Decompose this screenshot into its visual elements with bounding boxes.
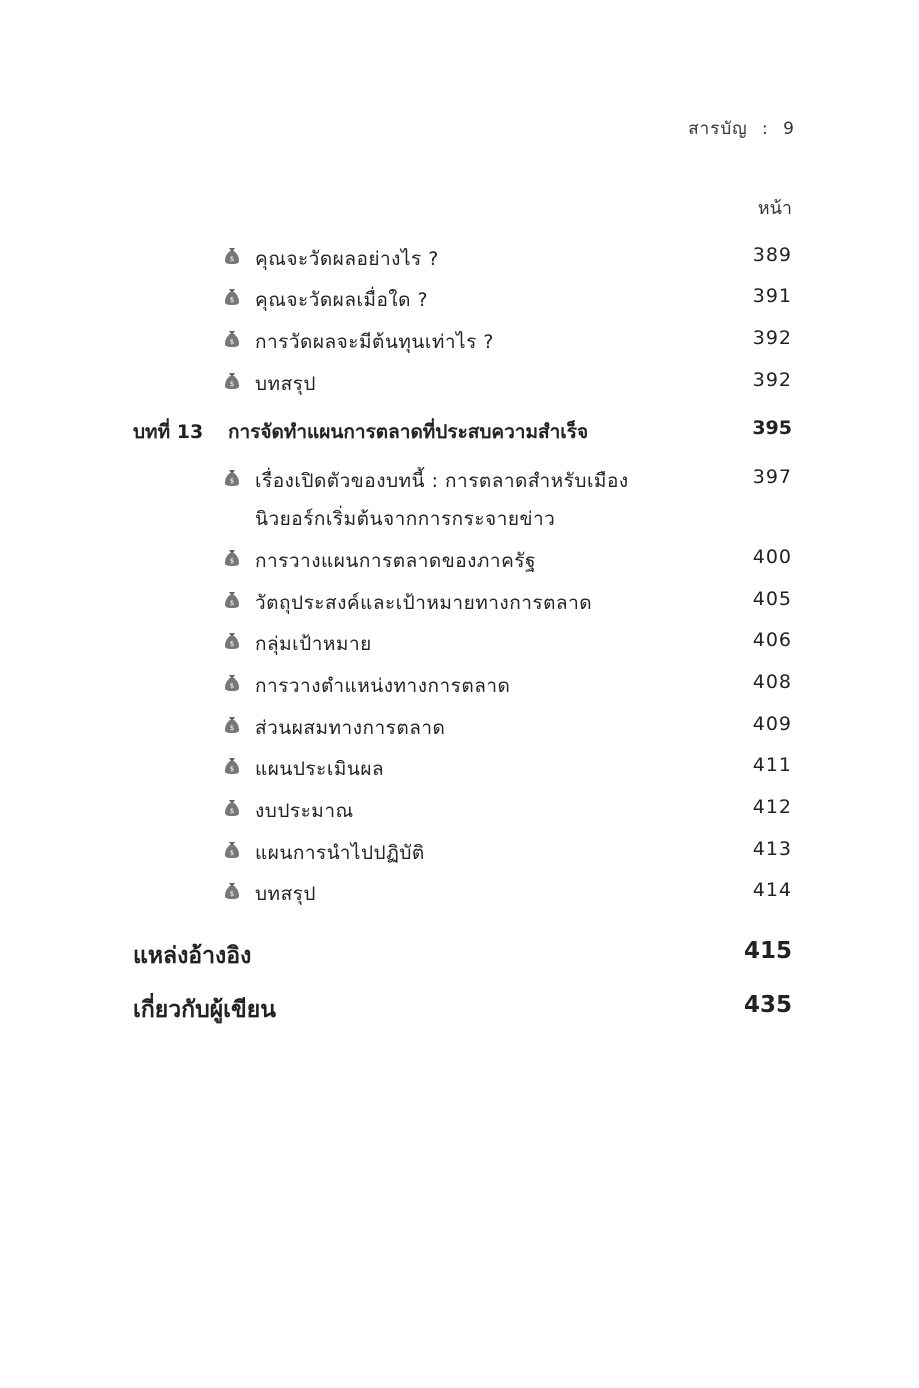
toc-entry[interactable] bbox=[0, 588, 919, 618]
money-bag-icon bbox=[224, 674, 240, 692]
entry-title: การวางแผนการตลาดของภาครัฐ bbox=[255, 550, 536, 572]
entry-title: คุณจะวัดผลอย่างไร ? bbox=[255, 248, 439, 270]
svg-text:$: $ bbox=[229, 765, 235, 773]
entry-page: 405 bbox=[752, 588, 792, 610]
entry-title: วัตถุประสงค์และเป้าหมายทางการตลาด bbox=[255, 592, 593, 614]
svg-text:$: $ bbox=[229, 380, 235, 388]
toc-entry[interactable] bbox=[0, 327, 919, 357]
toc-entry[interactable] bbox=[0, 546, 919, 576]
toc-entry[interactable] bbox=[0, 629, 919, 659]
svg-text:$: $ bbox=[229, 338, 235, 346]
svg-text:$: $ bbox=[229, 807, 235, 815]
svg-text:$: $ bbox=[229, 682, 235, 690]
entry-page: 389 bbox=[752, 244, 792, 266]
money-bag-icon bbox=[224, 632, 240, 650]
toc-entry[interactable] bbox=[0, 466, 919, 530]
toc-entry[interactable] bbox=[0, 713, 919, 743]
toc-entry[interactable] bbox=[0, 838, 919, 868]
entry-page: 412 bbox=[752, 796, 792, 818]
money-bag-icon bbox=[224, 591, 240, 609]
back-matter-title: แหล่งอ้างอิง bbox=[133, 943, 252, 969]
entry-page: 392 bbox=[752, 369, 792, 391]
chapter-label: บทที่ 13 bbox=[133, 421, 204, 443]
svg-text:$: $ bbox=[229, 296, 235, 304]
entry-title: การวัดผลจะมีต้นทุนเท่าไร ? bbox=[255, 331, 494, 353]
entry-page: 391 bbox=[752, 285, 792, 307]
entry-title: การวางตำแหน่งทางการตลาด bbox=[255, 675, 511, 697]
toc-entry[interactable] bbox=[0, 879, 919, 909]
money-bag-icon bbox=[224, 799, 240, 817]
entry-page: 408 bbox=[752, 671, 792, 693]
money-bag-icon bbox=[224, 882, 240, 900]
back-matter-entry[interactable] bbox=[0, 992, 919, 1022]
money-bag-icon bbox=[224, 549, 240, 567]
entry-title-line2: นิวยอร์กเริ่มต้นจากการกระจายข่าว bbox=[255, 508, 556, 530]
svg-text:$: $ bbox=[229, 599, 235, 607]
money-bag-icon bbox=[224, 469, 240, 487]
entry-page: 400 bbox=[752, 546, 792, 568]
entry-page: 414 bbox=[752, 879, 792, 901]
entry-title: งบประมาณ bbox=[255, 800, 354, 822]
toc-entry[interactable] bbox=[0, 285, 919, 315]
entry-page: 409 bbox=[752, 713, 792, 735]
header-page-number: 9 bbox=[783, 119, 795, 139]
money-bag-icon bbox=[224, 841, 240, 859]
entry-title: เรื่องเปิดตัวของบทนี้ : การตลาดสำหรับเมือง bbox=[255, 470, 629, 492]
back-matter-page: 435 bbox=[743, 992, 792, 1018]
money-bag-icon bbox=[224, 757, 240, 775]
chapter-entry[interactable] bbox=[0, 417, 919, 447]
header-separator: : bbox=[762, 119, 769, 139]
entry-title: บทสรุป bbox=[255, 373, 316, 395]
money-bag-icon bbox=[224, 247, 240, 265]
toc-entry[interactable] bbox=[0, 754, 919, 784]
chapter-title: การจัดทำแผนการตลาดที่ประสบความสำเร็จ bbox=[228, 421, 589, 443]
toc-entry[interactable] bbox=[0, 369, 919, 399]
toc-entry[interactable] bbox=[0, 244, 919, 274]
chapter-page: 395 bbox=[752, 417, 792, 439]
svg-text:$: $ bbox=[229, 640, 235, 648]
money-bag-icon bbox=[224, 372, 240, 390]
entry-page: 406 bbox=[752, 629, 792, 651]
svg-text:$: $ bbox=[229, 255, 235, 263]
svg-text:$: $ bbox=[229, 724, 235, 732]
svg-text:$: $ bbox=[229, 890, 235, 898]
entry-title: กลุ่มเป้าหมาย bbox=[255, 633, 372, 655]
svg-text:$: $ bbox=[229, 477, 235, 485]
entry-title: บทสรุป bbox=[255, 883, 316, 905]
entry-title: แผนการนำไปปฏิบัติ bbox=[255, 842, 425, 864]
toc-entry[interactable] bbox=[0, 671, 919, 701]
back-matter-entry[interactable] bbox=[0, 938, 919, 968]
back-matter-page: 415 bbox=[743, 938, 792, 964]
svg-text:$: $ bbox=[229, 557, 235, 565]
back-matter-title: เกี่ยวกับผู้เขียน bbox=[133, 997, 276, 1023]
money-bag-icon bbox=[224, 716, 240, 734]
running-title: สารบัญ bbox=[688, 119, 748, 139]
entry-page: 413 bbox=[752, 838, 792, 860]
entry-page: 392 bbox=[752, 327, 792, 349]
page-column-header: หน้า bbox=[757, 198, 792, 219]
money-bag-icon bbox=[224, 288, 240, 306]
entry-title: คุณจะวัดผลเมื่อใด ? bbox=[255, 289, 429, 311]
entry-title: ส่วนผสมทางการตลาด bbox=[255, 717, 446, 739]
money-bag-icon bbox=[224, 330, 240, 348]
toc-entry[interactable] bbox=[0, 796, 919, 826]
running-header bbox=[688, 115, 795, 142]
entry-page: 397 bbox=[752, 466, 792, 488]
entry-title: แผนประเมินผล bbox=[255, 758, 385, 780]
svg-text:$: $ bbox=[229, 849, 235, 857]
entry-page: 411 bbox=[752, 754, 792, 776]
